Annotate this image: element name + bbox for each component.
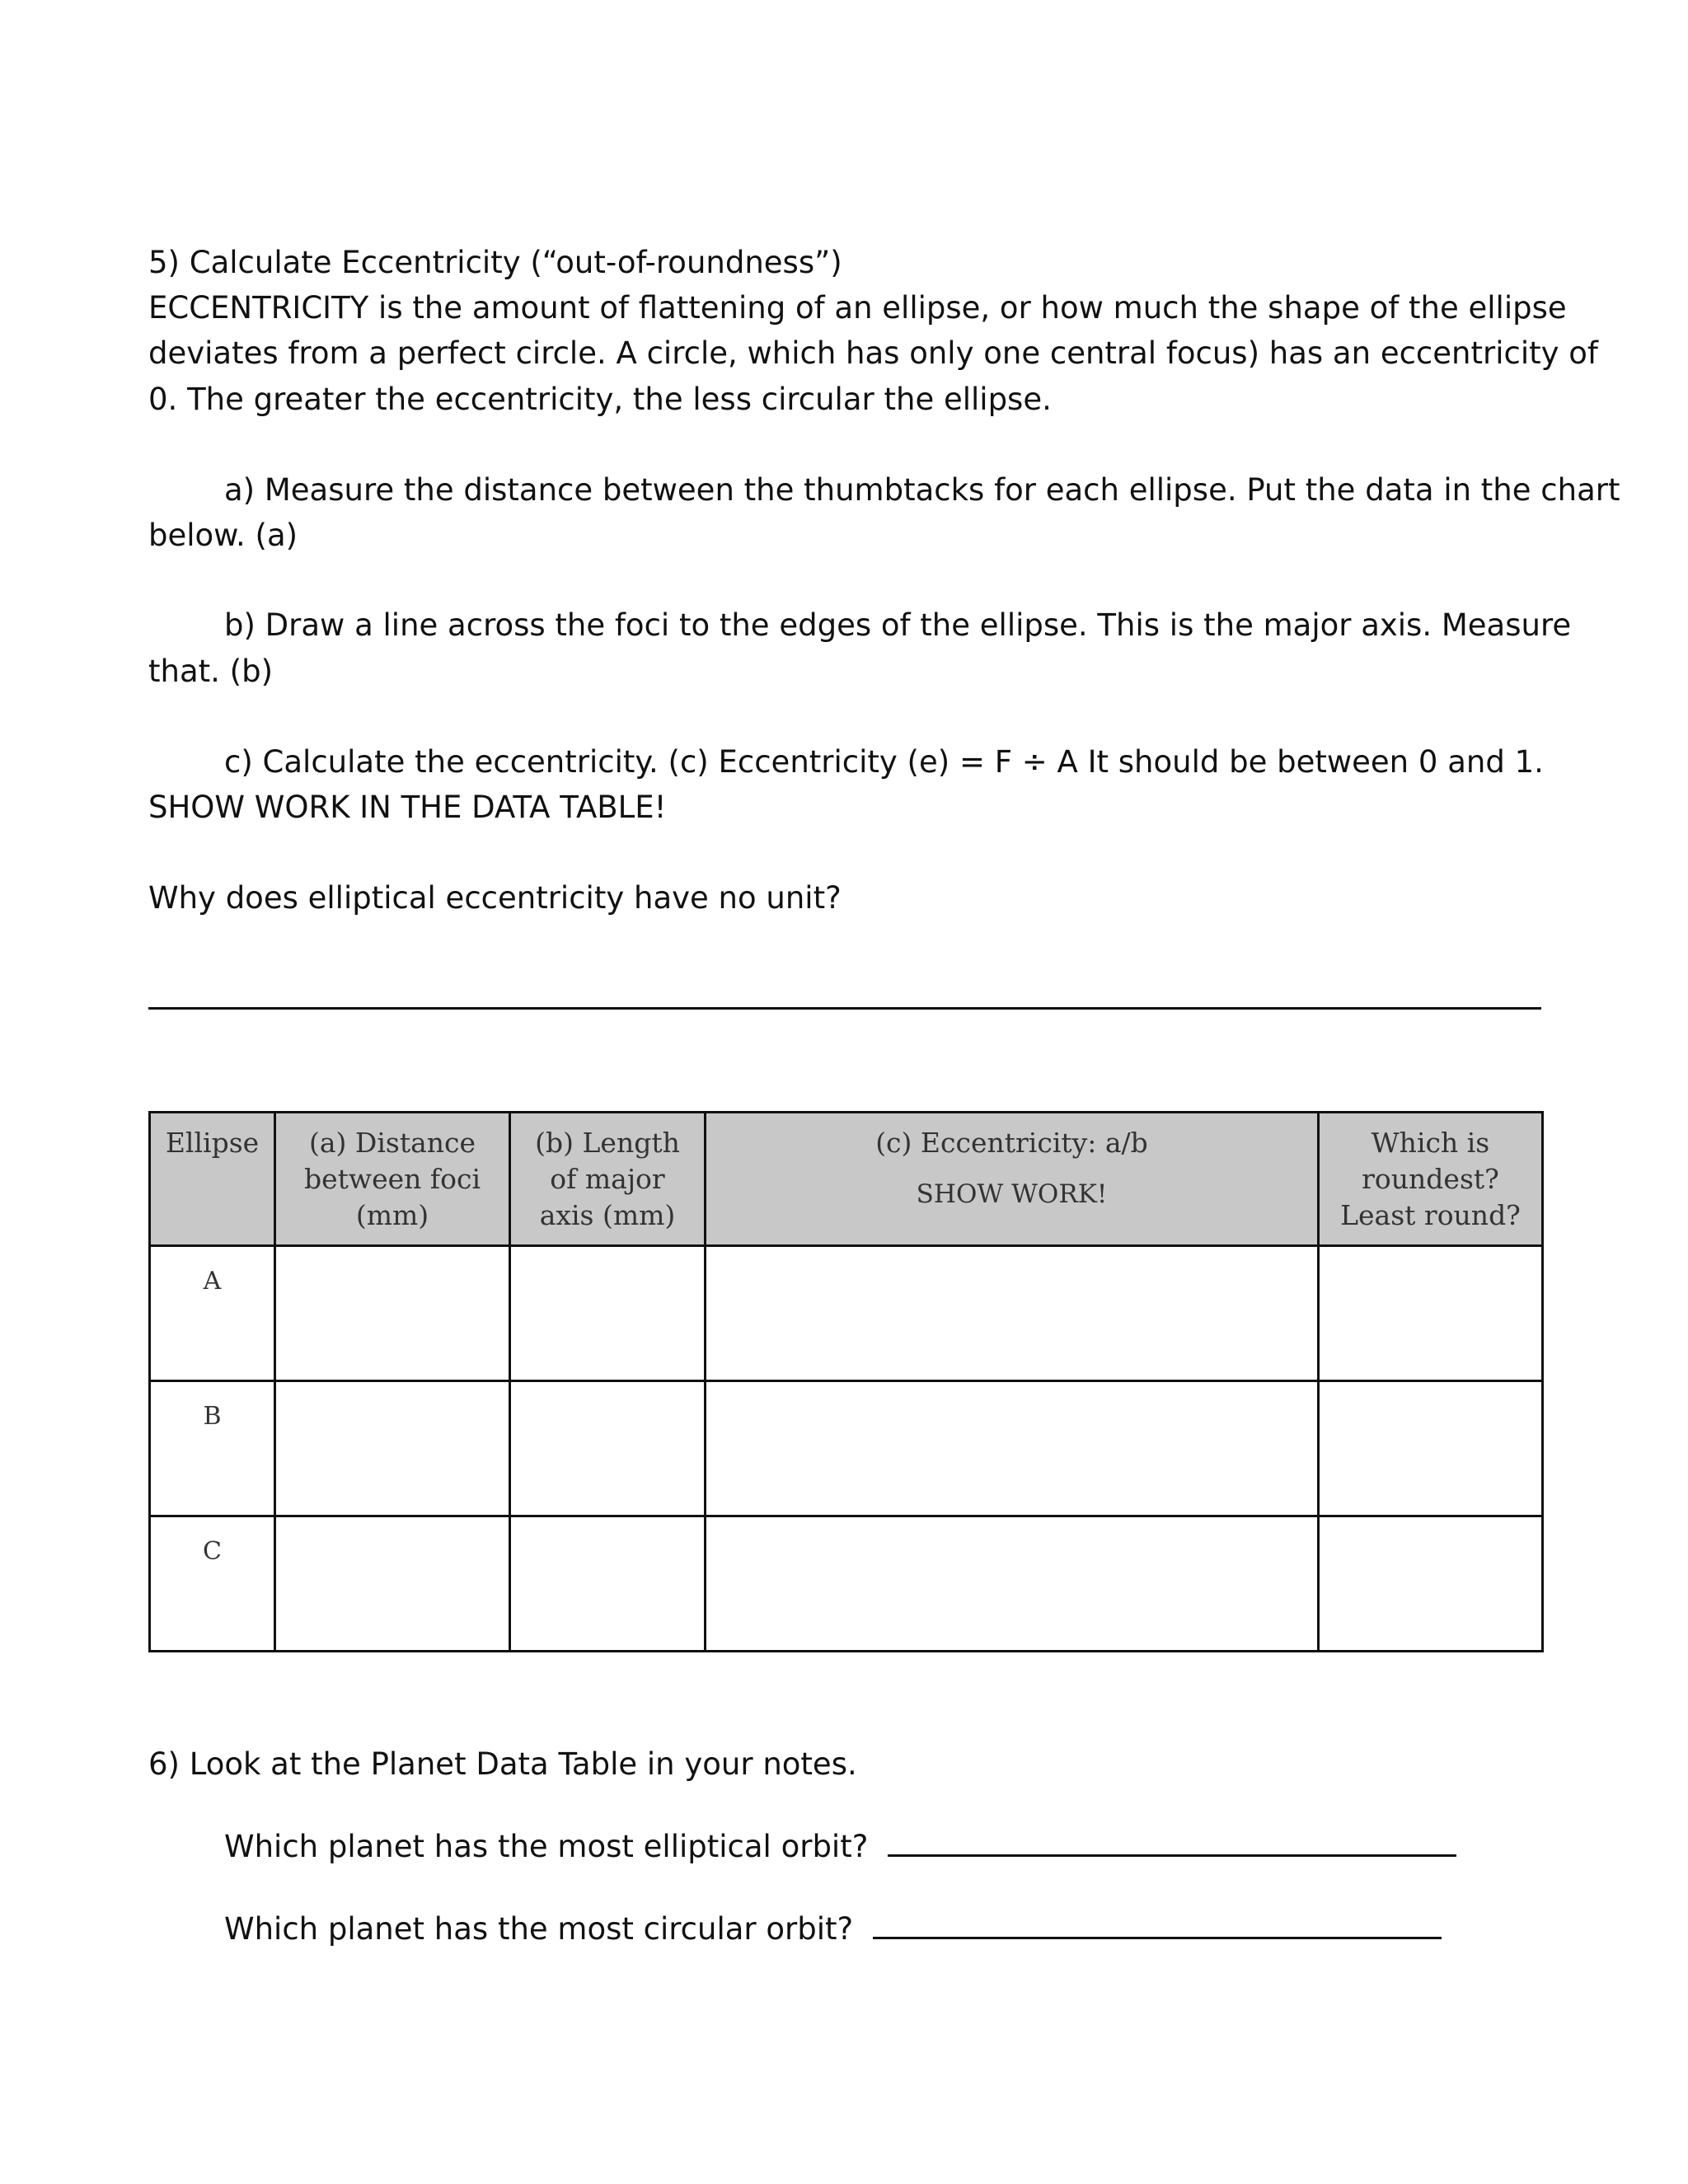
step-c-line-2: SHOW WORK IN THE DATA TABLE! — [148, 790, 667, 825]
step-b-line-1: b) Draw a line across the foci to the edges of the ellipse. This is the major axis. Measure — [224, 607, 1572, 643]
cell-b-distance[interactable] — [275, 1381, 510, 1516]
table-header-row — [150, 1113, 1543, 1246]
row-label-c: C — [150, 1516, 275, 1652]
step-c-line-1: c) Calculate the eccentricity. (c) Eccentricity (e) = F ÷ A It should be between 0 and 1. — [224, 744, 1544, 780]
section-5-heading: 5) Calculate Eccentricity (“out-of-roundness”) — [148, 245, 842, 280]
definition-line-1: ECCENTRICITY is the amount of flattening of an ellipse, or how much the shape of the ellipse — [148, 290, 1567, 326]
cell-c-major-axis[interactable] — [510, 1516, 706, 1652]
header-distance-between-foci: (a) Distance between foci (mm) — [275, 1113, 510, 1246]
header-eccentricity: (c) Eccentricity: a/b SHOW WORK! — [706, 1113, 1319, 1246]
show-work-note: SHOW WORK! — [916, 1179, 1108, 1209]
header-major-axis-length: (b) Length of major axis (mm) — [510, 1113, 706, 1246]
cell-b-eccentricity[interactable] — [706, 1381, 1319, 1516]
cell-b-major-axis[interactable] — [510, 1381, 706, 1516]
step-b-line-2: that. (b) — [148, 654, 274, 689]
eccentricity-data-table — [148, 1111, 1544, 1652]
definition-line-3: 0. The greater the eccentricity, the less circular the ellipse. — [148, 382, 1052, 417]
cell-c-roundest[interactable] — [1319, 1516, 1543, 1652]
table-row — [150, 1246, 1543, 1381]
cell-a-eccentricity[interactable] — [706, 1246, 1319, 1381]
row-label-a: A — [150, 1246, 275, 1381]
step-a-line-2: below. (a) — [148, 518, 298, 553]
section-6-heading: 6) Look at the Planet Data Table in your notes. — [148, 1746, 857, 1782]
elliptical-orbit-question: Which planet has the most elliptical orbit? — [148, 1823, 1456, 1870]
definition-line-2: deviates from a perfect circle. A circle, which has only one central focus) has an eccentricity of — [148, 335, 1598, 371]
cell-c-distance[interactable] — [275, 1516, 510, 1652]
table-row — [150, 1516, 1543, 1652]
unit-answer-line[interactable] — [148, 1007, 1541, 1010]
cell-a-roundest[interactable] — [1319, 1246, 1543, 1381]
header-ellipse: Ellipse — [150, 1113, 275, 1246]
unit-question: Why does elliptical eccentricity have no unit? — [148, 880, 842, 916]
header-roundest: Which is roundest? Least round? — [1319, 1113, 1543, 1246]
circular-orbit-answer-line[interactable] — [873, 1905, 1442, 1939]
row-label-b: B — [150, 1381, 275, 1516]
cell-a-distance[interactable] — [275, 1246, 510, 1381]
step-a-line-1: a) Measure the distance between the thumbtacks for each ellipse. Put the data in the chart — [224, 472, 1620, 508]
cell-a-major-axis[interactable] — [510, 1246, 706, 1381]
cell-c-eccentricity[interactable] — [706, 1516, 1319, 1652]
elliptical-orbit-answer-line[interactable] — [888, 1823, 1456, 1857]
cell-b-roundest[interactable] — [1319, 1381, 1543, 1516]
circular-orbit-question: Which planet has the most circular orbit? — [148, 1905, 1442, 1952]
table-row — [150, 1381, 1543, 1516]
